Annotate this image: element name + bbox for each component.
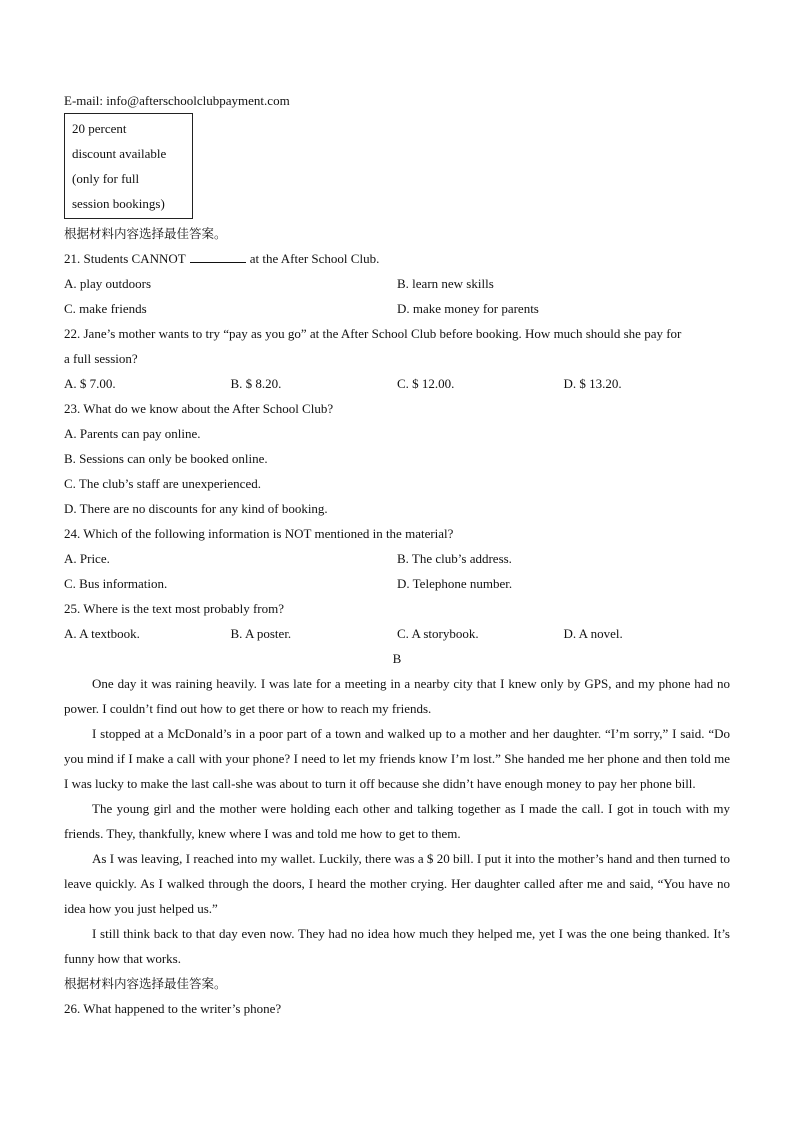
question-22-stem: 22. Jane’s mother wants to try “pay as you go” at the After School Club before booking. How much should she pay for [64, 326, 682, 341]
question-24-stem: 24. Which of the following information is NOT mentioned in the material? [64, 526, 454, 541]
question-23-stem: 23. What do we know about the After School Club? [64, 401, 334, 416]
option: B. Sessions can only be booked online. [64, 451, 268, 466]
question-25-stem: 25. Where is the text most probably from? [64, 601, 284, 616]
passage-paragraph: I still think back to that day even now. They had no idea how much they helped me, yet I was the one being thanked. It’s funny how that works. [64, 926, 730, 966]
stem-after: at the After School Club. [249, 251, 380, 266]
option: B. learn new skills [397, 276, 494, 291]
option: D. make money for parents [397, 301, 539, 316]
option: B. A poster. [230, 626, 292, 641]
question-21-options-row2 [64, 296, 730, 321]
question-21-stem [64, 246, 730, 271]
question-24-options-row2 [64, 571, 730, 596]
stem-before: 21. Students CANNOT [64, 251, 186, 266]
document-page [64, 88, 730, 1021]
option: D. There are no discounts for any kind of booking. [64, 501, 328, 516]
question-22-options [64, 371, 730, 396]
option: D. A novel. [563, 626, 623, 641]
option: D. Telephone number. [397, 576, 513, 591]
option: D. $ 13.20. [563, 376, 622, 391]
answer-blank [190, 251, 246, 263]
discount-box [64, 113, 193, 219]
passage-paragraph: One day it was raining heavily. I was late for a meeting in a nearby city that I knew only by GPS, and my phone had no power. I couldn’t find out how to get there or how to reach my friends. [64, 676, 730, 716]
option: A. A textbook. [64, 626, 140, 641]
option: C. make friends [64, 301, 147, 316]
email-line: E-mail: info@afterschoolclubpayment.com [64, 93, 290, 108]
instruction: 根据材料内容选择最佳答案。 [64, 226, 227, 241]
option: A. Parents can pay online. [64, 426, 201, 441]
option: B. The club’s address. [397, 551, 512, 566]
passage-paragraph: I stopped at a McDonald’s in a poor part of a town and walked up to a mother and her daughter. “I’m sorry,” I said. “Do you mind if I make a call with your phone? I need to let my friends know I’m lost.” She handed me her phone and then told me I was lucky to make the last call-she was about to turn it off because she didn’t have enough money to pay her phone bill. [64, 726, 730, 791]
instruction-b: 根据材料内容选择最佳答案。 [64, 976, 227, 991]
question-25-options [64, 621, 730, 646]
discount-line: discount available [72, 146, 167, 161]
question-26-stem: 26. What happened to the writer’s phone? [64, 1001, 282, 1016]
discount-line: (only for full [72, 171, 140, 186]
option: C. The club’s staff are unexperienced. [64, 476, 261, 491]
option: C. A storybook. [397, 626, 479, 641]
passage-paragraph: The young girl and the mother were holding each other and talking together as I made the call. I got in touch with my friends. They, thankfully, knew where I was and told me how to get to them. [64, 801, 730, 841]
question-22-stem-cont: a full session? [64, 351, 138, 366]
discount-line: session bookings) [72, 196, 165, 211]
question-24-options-row1 [64, 546, 730, 571]
passage-paragraph: As I was leaving, I reached into my wallet. Luckily, there was a $ 20 bill. I put it into the mother’s hand and then turned to leave quickly. As I walked through the doors, I heard the mother crying. Her daughter called after me and said, “You have no idea how you just helped us.” [64, 851, 730, 916]
option: A. Price. [64, 551, 110, 566]
question-21-options-row1 [64, 271, 730, 296]
option: A. $ 7.00. [64, 376, 116, 391]
discount-line: 20 percent [72, 121, 127, 136]
option: C. Bus information. [64, 576, 168, 591]
option: A. play outdoors [64, 276, 152, 291]
section-b-heading: B [392, 651, 402, 666]
option: C. $ 12.00. [397, 376, 455, 391]
option: B. $ 8.20. [230, 376, 282, 391]
